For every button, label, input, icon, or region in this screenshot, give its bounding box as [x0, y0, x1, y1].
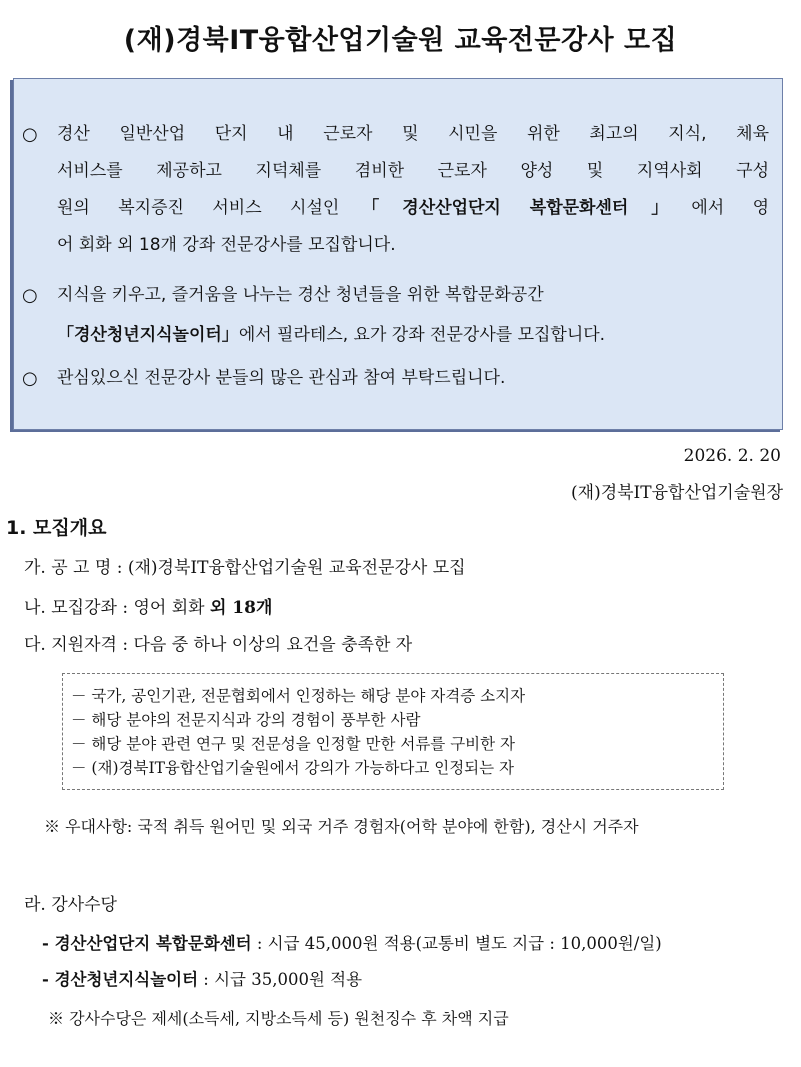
bullet-icon: ○ — [22, 285, 38, 306]
item-da-value: 다음 중 하나 이상의 요건을 충족한 자 — [133, 635, 413, 655]
item-na — [24, 593, 272, 618]
issuer-name: (재)경북IT융합산업기술원장 — [571, 483, 783, 503]
page-title: (재)경북IT융합산업기술원 교육전문강사 모집 — [123, 25, 678, 56]
notice-p1-line4: 어 회화 외 18개 강좌 전문강사를 모집합니다. — [57, 235, 396, 255]
notice-p1-line3c: 에서 영 — [691, 198, 770, 218]
item-ra: 라. 강사수당 — [24, 895, 117, 915]
notice-box — [13, 78, 783, 430]
item-ga — [24, 553, 466, 578]
item-ga-value: (재)경북IT융합산업기술원 교육전문강사 모집 — [127, 558, 466, 578]
section-heading: 1. 모집개요 — [6, 517, 107, 539]
item-da-label: 다. 지원자격 : — [24, 635, 129, 655]
notice-p3-line1: 관심있으신 전문강사 분들의 많은 관심과 참여 부탁드립니다. — [57, 368, 506, 388]
item-na-value: 영어 회화 — [133, 598, 205, 618]
requirement-item: － (재)경북IT융합산업기술원에서 강의가 가능하다고 인정되는 자 — [71, 759, 515, 777]
notice-p1-line3a: 원의 복지증진 서비스 시설인 — [57, 198, 340, 218]
notice-p2-line2 — [57, 317, 769, 354]
item-ga-label: 가. 공 고 명 : — [24, 558, 123, 578]
requirements-box — [62, 673, 724, 790]
fee-2 — [42, 966, 362, 990]
notice-p1-line1: 경산 일반산업 단지 내 근로자 및 시민을 위한 최고의 지식, 체육 — [57, 124, 769, 144]
notice-center-name: 「경산산업단지 복합문화센터」 — [339, 198, 692, 218]
tax-note: ※ 강사수당은 제세(소득세, 지방소득세 등) 원천징수 후 차액 지급 — [48, 1009, 509, 1028]
item-da — [24, 630, 412, 655]
notice-youth-name: 「경산청년지식놀이터」 — [57, 325, 239, 345]
fee-1-name: - 경산산업단지 복합문화센터 — [42, 934, 252, 953]
item-na-bold: 외 18개 — [209, 598, 273, 618]
fee-2-name: - 경산청년지식놀이터 — [42, 970, 199, 989]
notice-p1-line2: 서비스를 제공하고 지덕체를 겸비한 근로자 양성 및 지역사회 구성 — [57, 161, 769, 181]
requirement-item: － 해당 분야의 전문지식과 강의 경험이 풍부한 사람 — [71, 711, 421, 729]
item-na-label: 나. 모집강좌 : — [24, 598, 129, 618]
notice-p1-line3 — [57, 190, 769, 227]
preference-note: ※ 우대사항: 국적 취득 원어민 및 외국 거주 경험자(어학 분야에 한함), 경산시 거주자 — [44, 817, 639, 836]
fee-1 — [42, 930, 662, 954]
notice-date: 2026. 2. 20 — [683, 446, 781, 466]
notice-p2-line2b: 에서 필라테스, 요가 강좌 전문강사를 모집합니다. — [238, 325, 606, 345]
notice-p2-line1: 지식을 키우고, 즐거움을 나누는 경산 청년들을 위한 복합문화공간 — [57, 285, 544, 305]
requirement-item: － 해당 분야 관련 연구 및 전문성을 인정할 만한 서류를 구비한 자 — [71, 735, 516, 753]
fee-2-value: : 시급 35,000원 적용 — [203, 970, 363, 989]
bullet-icon: ○ — [22, 124, 38, 145]
fee-1-value: : 시급 45,000원 적용(교통비 별도 지급 : 10,000원/일) — [256, 934, 662, 953]
requirement-item: － 국가, 공인기관, 전문협회에서 인정하는 해당 분야 자격증 소지자 — [71, 687, 526, 705]
bullet-icon: ○ — [22, 368, 38, 389]
